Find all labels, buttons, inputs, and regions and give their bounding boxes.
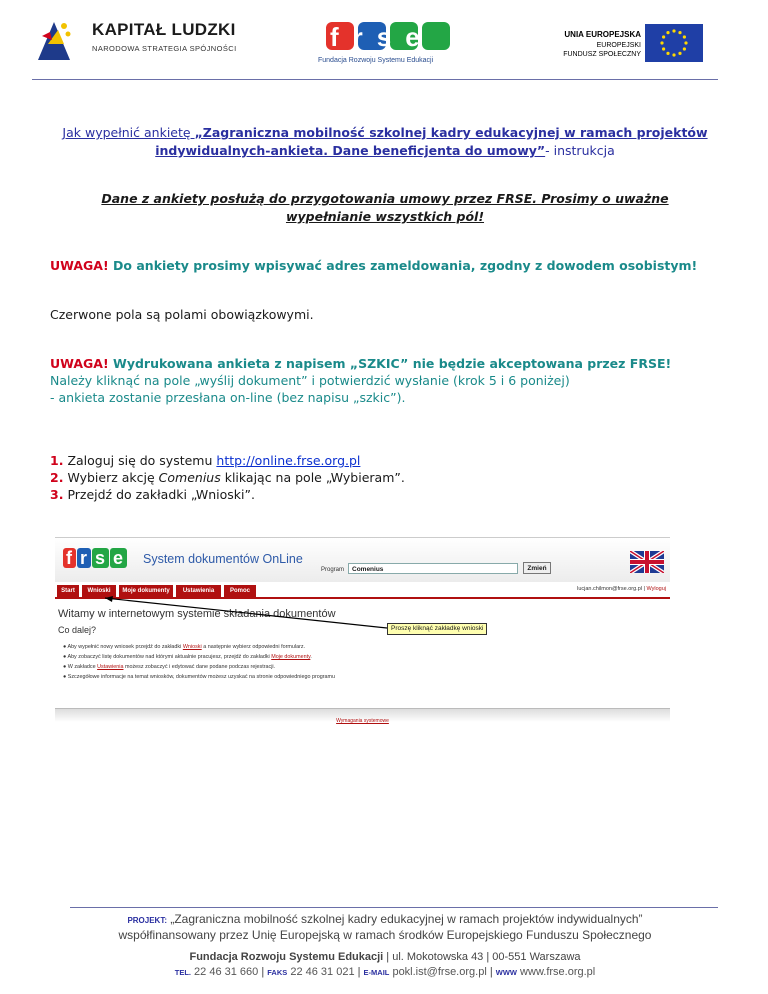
header-divider xyxy=(32,79,718,80)
eu-star xyxy=(660,41,663,44)
footer-email-link[interactable]: pokl.ist@frse.org.pl xyxy=(389,966,490,978)
title-bold: „Zagraniczna mobilność szkolnej kadry edukacyjnej w ramach projektów indywidualnych-ankieta. Dane beneficjenta do umowy” xyxy=(155,125,708,158)
eu-star xyxy=(672,29,675,32)
tab-pomoc[interactable]: Pomoc xyxy=(224,585,256,597)
eu-star xyxy=(666,52,669,55)
ue-subtitle xyxy=(553,41,641,59)
screenshot-callout: Proszę kliknąć zakładkę wnioski xyxy=(387,623,487,635)
ue-sub-line1: EUROPEJSKI xyxy=(596,42,641,49)
eu-star xyxy=(683,35,686,38)
warning-draft xyxy=(50,355,720,406)
frse-logo-letter: f xyxy=(63,548,76,568)
eu-star xyxy=(683,47,686,50)
warning-draft-line3: - ankieta zostanie przesłana on-line (bez napisu „szkic”). xyxy=(50,390,406,405)
warning-draft-line2: Należy kliknąć na pole „wyślij dokument” i potwierdzić wysłanie (krok 5 i 6 poniżej) xyxy=(50,373,570,388)
required-fields-note: Czerwone pola są polami obowiązkowymi. xyxy=(50,307,314,322)
title-suffix: - instrukcja xyxy=(545,143,615,158)
eu-star xyxy=(666,31,669,34)
step-2: 2. Wybierz akcję Comenius klikając na pole „Wybieram”. xyxy=(50,470,405,485)
system-requirements-link[interactable]: Wymagania systemowe xyxy=(336,718,389,724)
screenshot-system-title: System dokumentów OnLine xyxy=(143,552,303,566)
tab-start[interactable]: Start xyxy=(57,585,79,597)
eu-star xyxy=(678,52,681,55)
eu-flag-icon xyxy=(645,24,703,62)
eu-star xyxy=(662,47,665,50)
warning-label: UWAGA! xyxy=(50,258,109,273)
footer-cofinance: współfinansowany przez Unię Europejską w ramach środków Europejskiego Funduszu Społecznego xyxy=(118,928,652,942)
eu-star xyxy=(678,31,681,34)
svg-text:frse: frse xyxy=(330,22,434,52)
screenshot-subheading: Co dalej? xyxy=(58,625,97,635)
eu-star xyxy=(662,35,665,38)
step-3: 3. Przejdź do zakładki „Wnioski”. xyxy=(50,487,255,502)
footer-org: Fundacja Rozwoju Systemu Edukacji | ul. Mokotowska 43 | 00-551 Warszawa xyxy=(189,951,581,963)
footer-project: PROJEKT: „Zagraniczna mobilność szkolnej kadry edukacyjnej w ramach projektów indywidualnych” xyxy=(127,912,643,926)
tab-wnioski[interactable]: Wnioski xyxy=(82,585,116,597)
logout-link[interactable]: Wyloguj xyxy=(646,586,666,592)
eu-star xyxy=(672,53,675,56)
footer-contact: TEL. 22 46 31 660 | FAKS 22 46 31 021 | E-MAIL pokl.ist@frse.org.pl | WWW www.frse.org.pl xyxy=(174,966,596,978)
frse-logo-letter: s xyxy=(92,548,109,568)
screenshot-bullet: ● W zakładce Ustawienia możesz zobaczyć i edytować dane podane podczas rejestracji. xyxy=(63,664,276,670)
frse-logo-letter: e xyxy=(110,548,127,568)
ue-title: UNIA EUROPEJSKA xyxy=(564,30,641,39)
tab-ustawienia[interactable]: Ustawienia xyxy=(176,585,221,597)
callout-arrow xyxy=(55,538,670,721)
tab-moje-dokumenty[interactable]: Moje dokumenty xyxy=(119,585,173,597)
footer-divider xyxy=(70,907,718,908)
info-notice: Dane z ankiety posłużą do przygotowania umowy przez FRSE. Prosimy o uważne wypełnianie wszystkich pól! xyxy=(101,191,669,224)
screenshot-program-select[interactable]: Comenius xyxy=(348,563,518,574)
kapital-ludzki-title: KAPITAŁ LUDZKI xyxy=(92,20,236,39)
screenshot-program-label: Program xyxy=(321,567,345,573)
screenshot-bullet: ● Aby zobaczyć listę dokumentów nad którymi aktualnie pracujesz, przejdź do zakładki Moje dokumenty. xyxy=(63,654,312,660)
system-screenshot xyxy=(55,537,670,724)
ue-sub-line2: FUNDUSZ SPOŁECZNY xyxy=(563,51,641,58)
screenshot-bullet: ● Aby wypełnić nowy wniosek przejdź do zakładki Wnioski a następnie wybierz odpowiedni formularz. xyxy=(63,644,306,650)
frse-subtitle: Fundacja Rozwoju Systemu Edukacji xyxy=(318,57,434,64)
frse-logo-letter: r xyxy=(77,548,91,568)
step-1: 1. Zaloguj się do systemu http://online.frse.org.pl xyxy=(50,453,361,468)
eu-star xyxy=(684,41,687,44)
screenshot-change-button[interactable]: Zmień xyxy=(523,562,551,574)
screenshot-user: lucjan.chilmon@frse.org.pl | Wyloguj xyxy=(577,586,666,592)
warning-draft-label: UWAGA! xyxy=(50,356,109,371)
warning-text: Do ankiety prosimy wpisywać adres zameldowania, zgodny z dowodem osobistym! xyxy=(108,258,698,273)
screenshot-welcome-heading: Witamy w internetowym systemie składania dokumentów xyxy=(58,608,336,620)
online-system-link[interactable]: http://online.frse.org.pl xyxy=(216,453,361,468)
screenshot-bullet: ● Szczegółowe informacje na temat wniosków, dokumentów możesz uzyskać na stronie odpowiedniego programu xyxy=(63,674,336,680)
warning-address xyxy=(50,257,697,274)
title-prefix: Jak wypełnić ankietę xyxy=(62,125,195,140)
kapital-ludzki-subtitle: NARODOWA STRATEGIA SPÓJNOŚCI xyxy=(92,44,237,53)
footer-www-link[interactable]: www.frse.org.pl xyxy=(517,966,596,978)
steps-list xyxy=(50,452,405,503)
warning-draft-text: Wydrukowana ankieta z napisem „SZKIC” nie będzie akceptowana przez FRSE! xyxy=(108,356,672,371)
document-title xyxy=(60,124,710,160)
